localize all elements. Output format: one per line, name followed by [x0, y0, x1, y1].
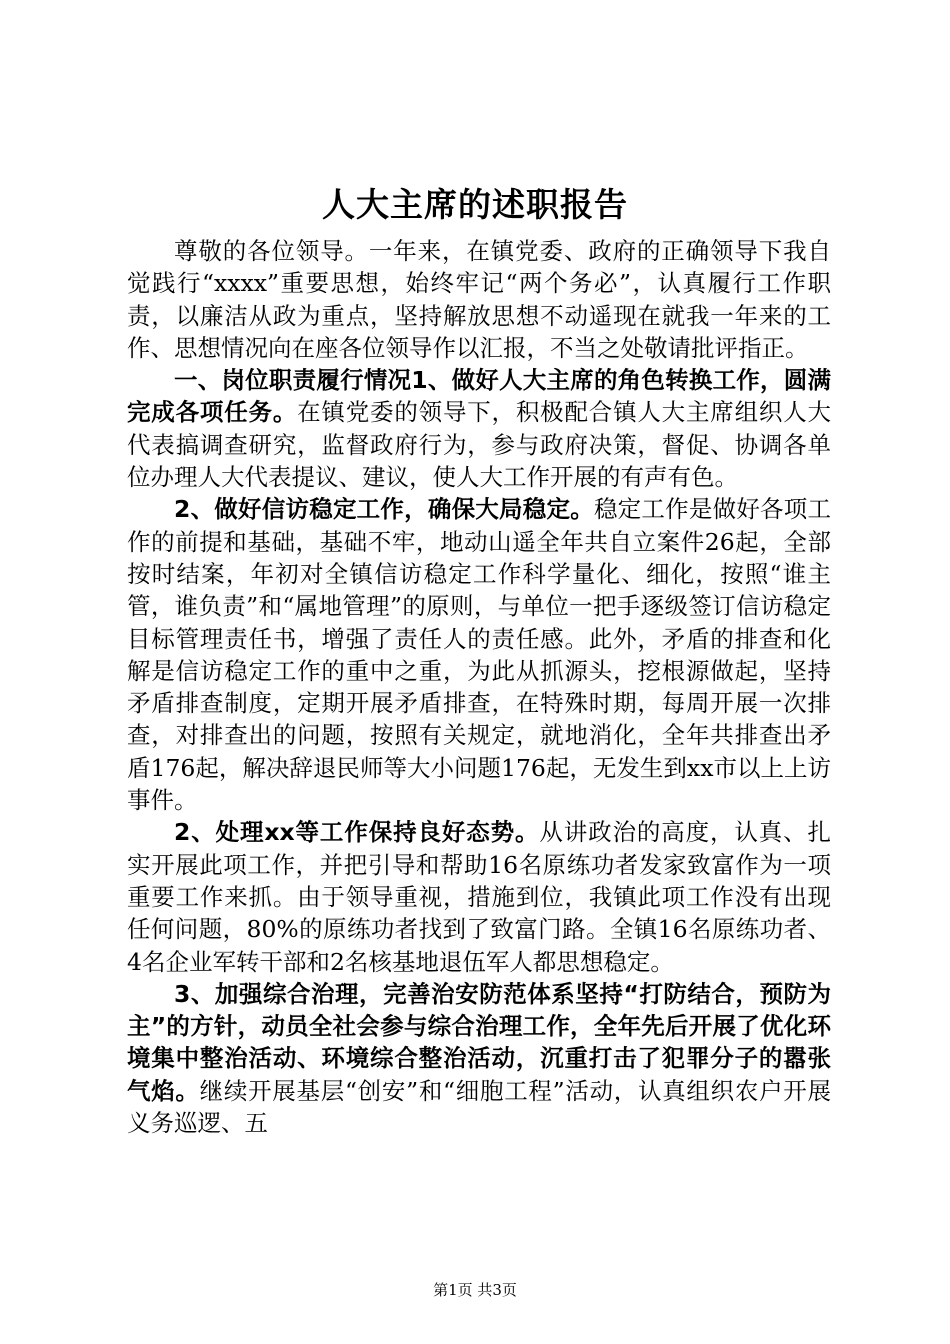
- document-title: 人大主席的述职报告: [322, 185, 628, 224]
- paragraph-section-3: [127, 978, 831, 1139]
- paragraph-section-2: [127, 493, 831, 816]
- document-body: [127, 235, 831, 1139]
- paragraph-heading: 3、加强综合治理，完善治安防范体系坚持“打防结合，预防为主”的方针，动员全社会参与综合治理工作，全年先后开展了优化环境集中整治活动、环境综合整治活动，沉重打击了犯罪分子的嚣张气焰。: [127, 979, 831, 1105]
- paragraph-text: 在镇党委的领导下，积极配合镇人大主席组织人大代表搞调查研究，监督政府行为，参与政府决策，督促、协调各单位办理人大代表提议、建议，使人大工作开展的有声有色。: [127, 398, 831, 492]
- paragraph-heading: 一、岗位职责履行情况1、做好人大主席的角色转换工作，圆满完成各项任务。: [127, 366, 831, 427]
- paragraph-text: 尊敬的各位领导。一年来，在镇党委、政府的正确领导下我自觉践行“xxxx”重要思想，始终牢记“两个务必”，认真履行工作职责，以廉洁从政为重点，坚持解放思想不动遥现在就我一年来的工作、思想情况向在座各位领导作以汇报，不当之处敬请批评指正。: [127, 237, 831, 362]
- paragraph-text: 继续开展基层“创安”和“细胞工程”活动，认真组织农户开展义务巡逻、五: [127, 1076, 832, 1138]
- paragraph-text: 从讲政治的高度，认真、扎实开展此项工作，并把引导和帮助16名原练功者发家致富作为一项重要工作来抓。由于领导重视，措施到位，我镇此项工作没有出现任何问题，80%的原练功者找到了致富门路。全镇16名原练功者、4名企业军转干部和2名核基地退伍军人都思想稳定。: [127, 818, 832, 976]
- paragraph-intro: [127, 235, 831, 364]
- paragraph-section-2b: [127, 816, 831, 977]
- paragraph-heading: 2、做好信访稳定工作，确保大局稳定。: [174, 495, 594, 524]
- paragraph-text: 稳定工作是做好各项工作的前提和基础，基础不牢，地动山遥全年共自立案件26起，全部按时结案，年初对全镇信访稳定工作科学量化、细化，按照“谁主管，谁负责”和“属地管理”的原则，与单位一把手逐级签订信访稳定目标管理责任书，增强了责任人的责任感。此外，矛盾的排查和化解是信访稳定工作的重中之重，为此从抓源头，挖根源做起，坚持矛盾排查制度，定期开展矛盾排查，在特殊时期，每周开展一次排查，对排查出的问题，按照有关规定，就地消化，全年共排查出矛盾176起，解决辞退民师等大小问题176起，无发生到xx市以上上访事件。: [127, 495, 831, 815]
- page-footer: 第1页 共3页: [433, 1281, 517, 1299]
- paragraph-heading: 2、处理xx等工作保持良好态势。: [174, 818, 540, 847]
- paragraph-section-1: [127, 364, 831, 493]
